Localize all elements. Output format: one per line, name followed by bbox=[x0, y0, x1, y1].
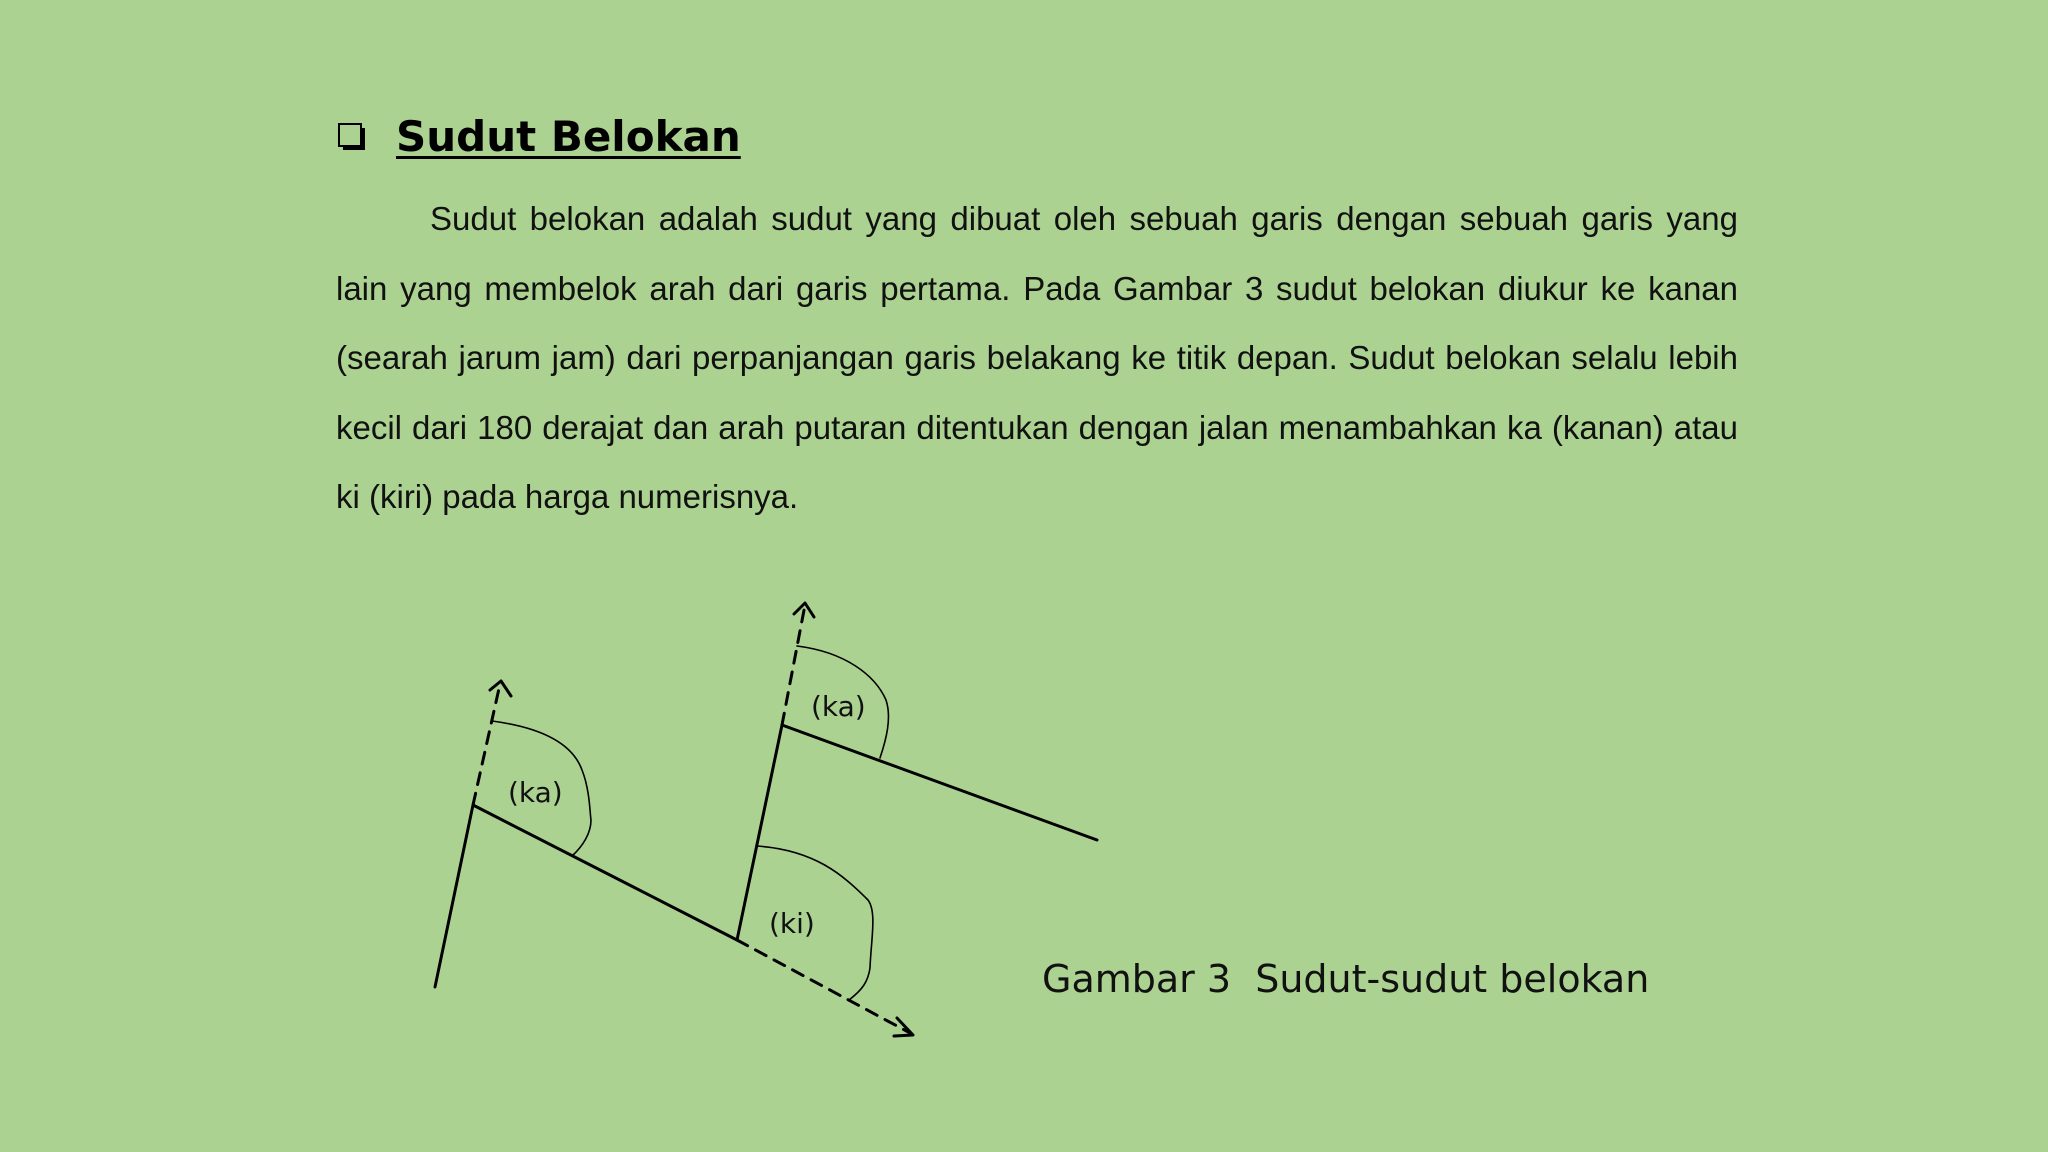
section-title: Sudut Belokan bbox=[396, 111, 741, 161]
extension-line-2 bbox=[737, 940, 910, 1033]
angle-arc-1 bbox=[492, 721, 591, 856]
body-paragraph: Sudut belokan adalah sudut yang dibuat oleh sebuah garis dengan sebuah garis yang lain yang membelok arah dari garis pertama. Pada Gambar 3 sudut belokan diukur ke kanan (searah jarum jam) dari perpanjangan garis belakang ke titik depan. Sudut belokan selalu lebih kecil dari 180 derajat dan arah putaran ditentukan dengan jalan menambahkan ka (kanan) atau ki (kiri) pada harga numerisnya. bbox=[336, 200, 1738, 515]
arrowhead-2 bbox=[894, 1018, 913, 1036]
angle-arc-2 bbox=[757, 846, 873, 1000]
angle-label-ki: (ki) bbox=[769, 907, 815, 940]
extension-line-1 bbox=[473, 684, 500, 805]
traverse-line bbox=[435, 725, 1097, 987]
angle-label-ka-2: (ka) bbox=[811, 690, 866, 723]
extension-line-3 bbox=[782, 605, 805, 725]
arrowhead-1 bbox=[490, 681, 511, 696]
angle-arc-3 bbox=[797, 646, 888, 758]
figure-caption: Gambar 3 Sudut-sudut belokan bbox=[1042, 957, 1650, 1001]
section-heading bbox=[338, 108, 741, 164]
arrowhead-3 bbox=[794, 603, 814, 617]
angle-label-ka-1: (ka) bbox=[508, 776, 563, 809]
hollow-square-bullet-icon bbox=[338, 123, 364, 149]
